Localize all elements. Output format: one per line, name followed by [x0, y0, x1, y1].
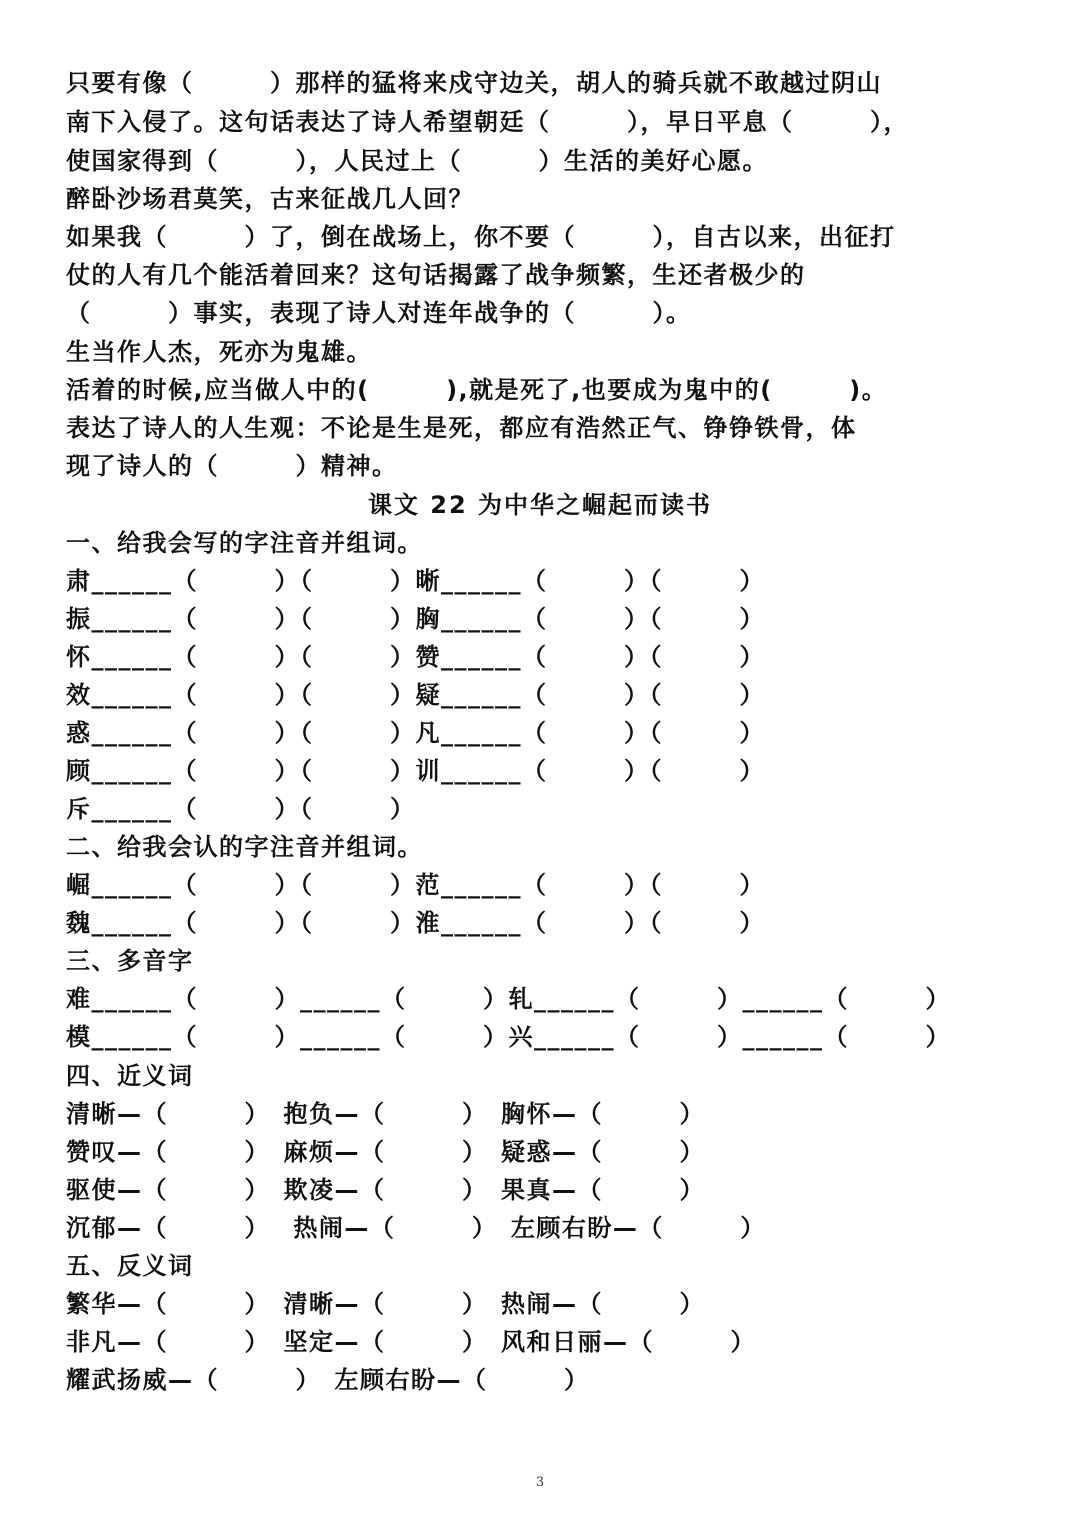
- exercise-row: 清晰—（ ） 抱负—（ ） 胸怀—（ ）: [66, 1100, 705, 1128]
- exercise-row: 效______（ ）（ ）疑______（ ）（ ）: [66, 681, 765, 709]
- exercise-row: 魏______（ ）（ ）淮______（ ）（ ）: [66, 909, 765, 937]
- exercise-row: 斥______（ ）（ ）: [66, 795, 416, 823]
- section-heading: 二、给我会认的字注音并组词。: [66, 833, 423, 861]
- paragraph-line: 活着的时候,应当做人中的( ),就是死了,也要成为鬼中的( )。: [66, 376, 888, 404]
- page-number: 3: [535, 1475, 545, 1490]
- section-heading: 三、多音字: [66, 947, 194, 975]
- exercise-row: 怀______（ ）（ ）赞______（ ）（ ）: [66, 643, 765, 671]
- exercise-row: 繁华—（ ） 清晰—（ ） 热闹—（ ）: [66, 1290, 705, 1318]
- exercise-row: 难______（ ）______（ ）轧______（ ）______（ ）: [66, 985, 951, 1013]
- lesson-title: 课文 22 为中华之崛起而读书: [367, 491, 713, 519]
- paragraph-line: 使国家得到（ ），人民过上（ ）生活的美好心愿。: [66, 147, 768, 175]
- section-heading: 五、反义词: [66, 1252, 194, 1280]
- paragraph-line: 现了诗人的（ ）精神。: [66, 452, 398, 480]
- paragraph-line: 只要有像（ ）那样的猛将来戍守边关，胡人的骑兵就不敢越过阴山: [66, 69, 882, 97]
- exercise-row: 肃______（ ）（ ）晰______（ ）（ ）: [66, 567, 765, 595]
- exercise-row: 惑______（ ）（ ）凡______（ ）（ ）: [66, 719, 765, 747]
- poem-line: 醉卧沙场君莫笑，古来征战几人回？: [66, 185, 474, 213]
- exercise-row: 模______（ ）______（ ）兴______（ ）______（ ）: [66, 1023, 951, 1051]
- paragraph-line: 南下入侵了。这句话表达了诗人希望朝廷（ ），早日平息（ ），: [66, 108, 909, 136]
- section-heading: 一、给我会写的字注音并组词。: [66, 529, 423, 557]
- exercise-row: 沉郁—（ ） 热闹—（ ） 左顾右盼—（ ）: [66, 1214, 766, 1242]
- paragraph-line: 仗的人有几个能活着回来？这句话揭露了战争频繁，生还者极少的: [66, 261, 806, 289]
- exercise-row: 振______（ ）（ ）胸______（ ）（ ）: [66, 605, 765, 633]
- exercise-row: 崛______（ ）（ ）范______（ ）（ ）: [66, 871, 765, 899]
- exercise-row: 赞叹—（ ） 麻烦—（ ） 疑惑—（ ）: [66, 1138, 705, 1166]
- section-heading: 四、近义词: [66, 1062, 194, 1090]
- exercise-row: 顾______（ ）（ ）训______（ ）（ ）: [66, 757, 765, 785]
- exercise-row: 非凡—（ ） 坚定—（ ） 风和日丽—（ ）: [66, 1328, 756, 1356]
- paragraph-line: 表达了诗人的人生观：不论是生是死，都应有浩然正气、铮铮铁骨，体: [66, 414, 857, 442]
- paragraph-line: 如果我（ ）了，倒在战场上，你不要（ ），自古以来，出征打: [66, 223, 896, 251]
- paragraph-line: （ ）事实，表现了诗人对连年战争的（ ）。: [66, 299, 692, 327]
- exercise-row: 驱使—（ ） 欺凌—（ ） 果真—（ ）: [66, 1176, 705, 1204]
- exercise-row: 耀武扬威—（ ） 左顾右盼—（ ）: [66, 1366, 590, 1394]
- poem-line: 生当作人杰，死亦为鬼雄。: [66, 338, 372, 366]
